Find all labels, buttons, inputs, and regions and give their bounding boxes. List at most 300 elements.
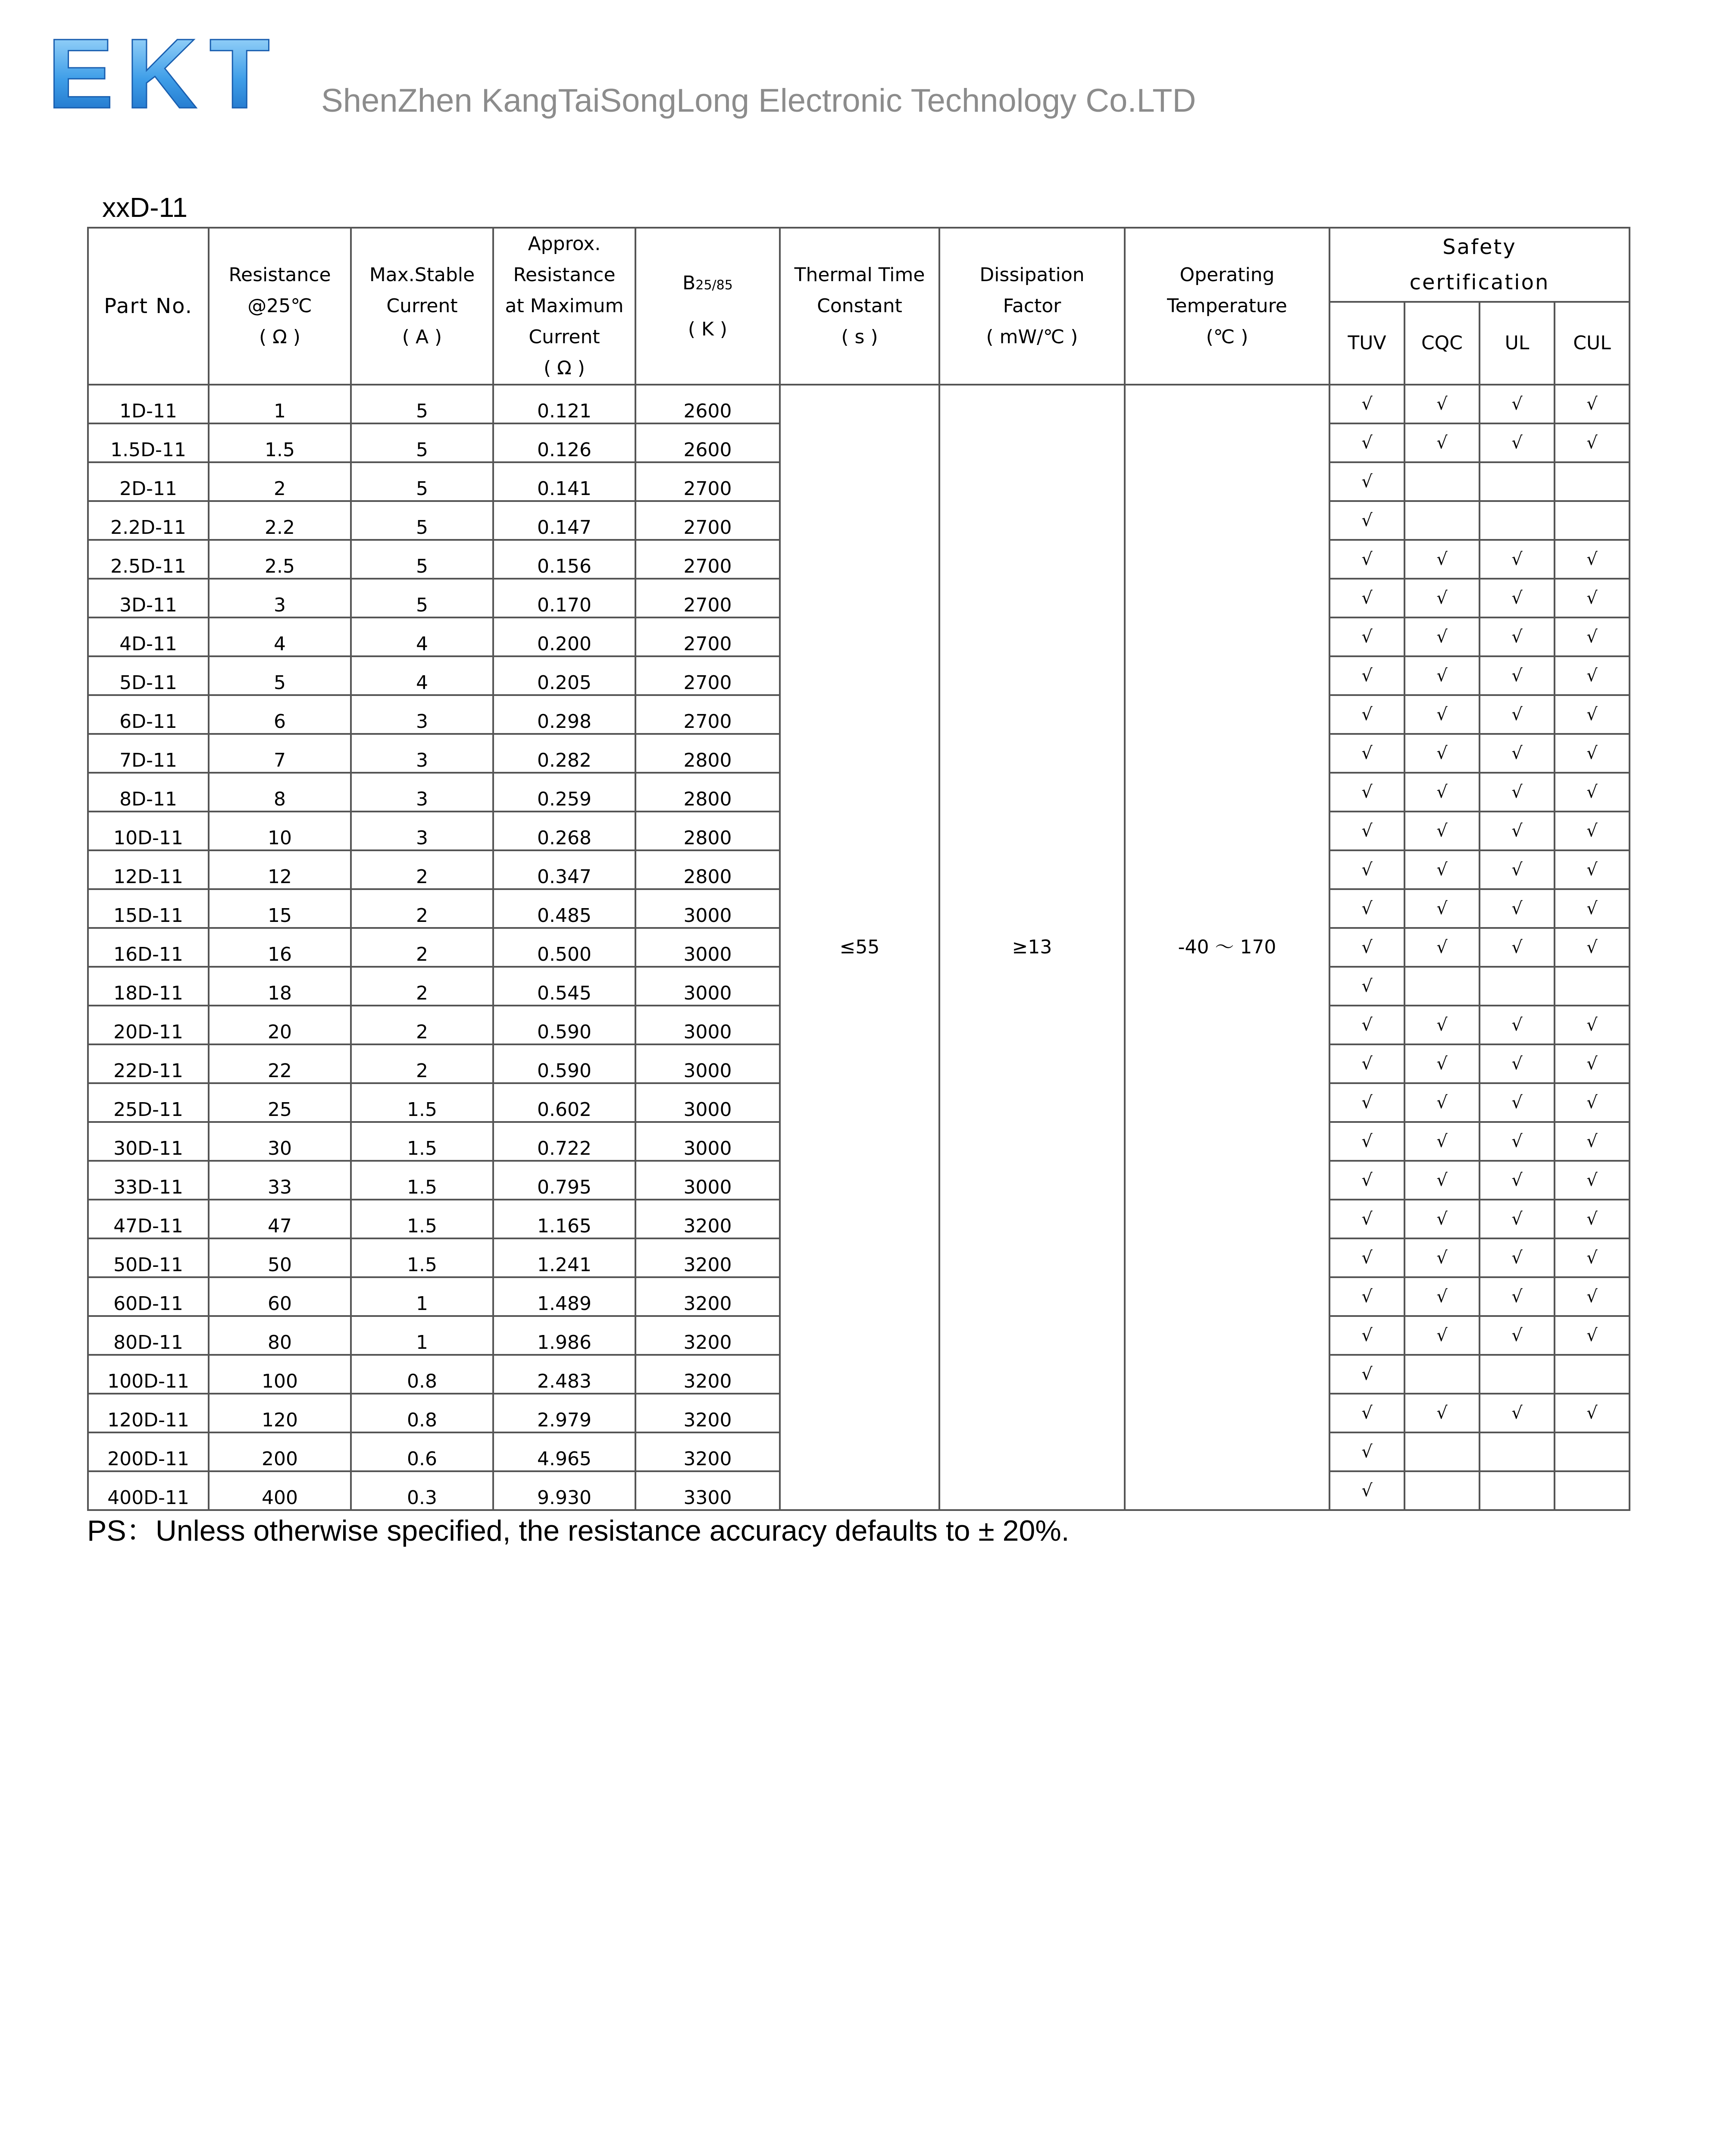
- cert-tuv-cell: [1329, 1432, 1404, 1471]
- b-value-cell: 3200: [635, 1200, 780, 1238]
- check-mark: √: [1436, 899, 1448, 918]
- check-mark: √: [1436, 1287, 1448, 1307]
- header-cert-ul: UL: [1480, 302, 1555, 385]
- check-mark: √: [1436, 433, 1448, 453]
- approx-resistance-cell: 0.121: [493, 385, 635, 423]
- resistance-cell: 25: [209, 1083, 351, 1122]
- cert-ul-cell: [1480, 1432, 1555, 1471]
- part-no-cell: 50D-11: [88, 1238, 209, 1277]
- header-line: Temperature: [1167, 295, 1287, 317]
- cert-cul-cell: [1555, 579, 1630, 617]
- check-mark: √: [1511, 899, 1523, 918]
- cert-tuv-cell: [1329, 423, 1404, 462]
- check-mark: √: [1511, 1248, 1523, 1268]
- cert-cul-cell: [1555, 1044, 1630, 1083]
- check-mark: √: [1436, 705, 1448, 724]
- cert-tuv-cell: [1329, 1316, 1404, 1355]
- specification-table: [87, 227, 1630, 1511]
- cert-cqc-cell: [1404, 462, 1480, 501]
- cert-tuv-cell: [1329, 1355, 1404, 1394]
- cert-ul-cell: [1480, 423, 1555, 462]
- b-value-cell: 2800: [635, 734, 780, 773]
- max-current-cell: 1.5: [351, 1122, 493, 1161]
- part-no-cell: 200D-11: [88, 1432, 209, 1471]
- part-no-cell: 60D-11: [88, 1277, 209, 1316]
- cert-ul-cell: [1480, 1394, 1555, 1432]
- b-main: B: [682, 272, 696, 294]
- cert-cul-cell: [1555, 773, 1630, 812]
- check-mark: √: [1436, 1093, 1448, 1112]
- approx-resistance-cell: 0.205: [493, 656, 635, 695]
- cert-ul-cell: [1480, 967, 1555, 1006]
- approx-resistance-cell: 0.170: [493, 579, 635, 617]
- cert-cqc-cell: [1404, 1238, 1480, 1277]
- cert-cul-cell: [1555, 734, 1630, 773]
- check-mark: √: [1361, 1442, 1373, 1462]
- b-value-cell: 3000: [635, 967, 780, 1006]
- part-no-cell: 400D-11: [88, 1471, 209, 1510]
- check-mark: √: [1436, 1403, 1448, 1423]
- cert-cqc-cell: [1404, 850, 1480, 889]
- check-mark: √: [1511, 1209, 1523, 1229]
- header-line: ( Ω ): [544, 357, 585, 379]
- check-mark: √: [1511, 1015, 1523, 1035]
- max-current-cell: 5: [351, 385, 493, 423]
- check-mark: √: [1436, 1248, 1448, 1268]
- cert-ul-cell: [1480, 385, 1555, 423]
- check-mark: √: [1586, 782, 1598, 802]
- check-mark: √: [1511, 1170, 1523, 1190]
- cert-tuv-cell: [1329, 1394, 1404, 1432]
- cert-tuv-cell: [1329, 501, 1404, 540]
- cert-ul-cell: [1480, 1355, 1555, 1394]
- max-current-cell: 1.5: [351, 1083, 493, 1122]
- cert-cul-cell: [1555, 385, 1630, 423]
- max-current-cell: 5: [351, 462, 493, 501]
- header-line: Thermal Time: [794, 264, 925, 286]
- cert-cul-cell: [1555, 1122, 1630, 1161]
- header-resistance: [209, 228, 351, 385]
- check-mark: √: [1361, 433, 1373, 453]
- resistance-cell: 47: [209, 1200, 351, 1238]
- check-mark: √: [1361, 511, 1373, 530]
- cert-tuv-cell: [1329, 617, 1404, 656]
- part-no-cell: 80D-11: [88, 1316, 209, 1355]
- check-mark: √: [1586, 627, 1598, 647]
- header-cert-tuv: TUV: [1329, 302, 1404, 385]
- check-mark: √: [1586, 394, 1598, 414]
- cert-cqc-cell: [1404, 1355, 1480, 1394]
- cert-ul-cell: [1480, 1044, 1555, 1083]
- part-no-cell: 20D-11: [88, 1006, 209, 1044]
- header-line: Constant: [817, 295, 902, 317]
- cert-cqc-cell: [1404, 1432, 1480, 1471]
- check-mark: √: [1436, 743, 1448, 763]
- cert-ul-cell: [1480, 1277, 1555, 1316]
- header-line: (℃ ): [1206, 326, 1248, 348]
- header-operating-temp: [1125, 228, 1329, 385]
- b-value-cell: 2800: [635, 773, 780, 812]
- approx-resistance-cell: 0.722: [493, 1122, 635, 1161]
- cert-cqc-cell: [1404, 1006, 1480, 1044]
- resistance-cell: 8: [209, 773, 351, 812]
- b-subscript: 25/85: [695, 277, 733, 293]
- check-mark: √: [1436, 937, 1448, 957]
- series-title: xxD-11: [102, 192, 188, 223]
- approx-resistance-cell: 0.347: [493, 850, 635, 889]
- check-mark: √: [1436, 1131, 1448, 1151]
- max-current-cell: 2: [351, 1006, 493, 1044]
- resistance-cell: 1.5: [209, 423, 351, 462]
- b-value-cell: 2600: [635, 423, 780, 462]
- max-current-cell: 0.8: [351, 1355, 493, 1394]
- cert-cqc-cell: [1404, 1200, 1480, 1238]
- cert-cqc-cell: [1404, 385, 1480, 423]
- cert-tuv-cell: [1329, 850, 1404, 889]
- b-value-cell: 3000: [635, 1161, 780, 1200]
- check-mark: √: [1586, 1170, 1598, 1190]
- b-value-cell: 2700: [635, 540, 780, 579]
- check-mark: √: [1511, 433, 1523, 453]
- cert-cul-cell: [1555, 1200, 1630, 1238]
- header-max-current: [351, 228, 493, 385]
- cert-cul-cell: [1555, 1316, 1630, 1355]
- check-mark: √: [1586, 1248, 1598, 1268]
- cert-tuv-cell: [1329, 734, 1404, 773]
- check-mark: √: [1361, 899, 1373, 918]
- cert-cqc-cell: [1404, 812, 1480, 850]
- cert-tuv-cell: [1329, 540, 1404, 579]
- approx-resistance-cell: 0.282: [493, 734, 635, 773]
- cert-tuv-cell: [1329, 967, 1404, 1006]
- part-no-cell: 5D-11: [88, 656, 209, 695]
- part-no-cell: 33D-11: [88, 1161, 209, 1200]
- check-mark: √: [1586, 1054, 1598, 1074]
- b-value-cell: 2700: [635, 656, 780, 695]
- max-current-cell: 2: [351, 889, 493, 928]
- approx-resistance-cell: 1.489: [493, 1277, 635, 1316]
- check-mark: √: [1361, 666, 1373, 686]
- max-current-cell: 0.8: [351, 1394, 493, 1432]
- check-mark: √: [1511, 1326, 1523, 1345]
- b-value-cell: 3000: [635, 1044, 780, 1083]
- approx-resistance-cell: 0.485: [493, 889, 635, 928]
- max-current-cell: 2: [351, 1044, 493, 1083]
- resistance-cell: 200: [209, 1432, 351, 1471]
- cert-cqc-cell: [1404, 734, 1480, 773]
- resistance-cell: 400: [209, 1471, 351, 1510]
- part-no-cell: 120D-11: [88, 1394, 209, 1432]
- table-header: [88, 228, 1630, 385]
- max-current-cell: 3: [351, 812, 493, 850]
- cert-cqc-cell: [1404, 423, 1480, 462]
- approx-resistance-cell: 0.156: [493, 540, 635, 579]
- cert-tuv-cell: [1329, 1200, 1404, 1238]
- check-mark: √: [1586, 937, 1598, 957]
- header-line: Operating: [1179, 264, 1275, 286]
- cert-cqc-cell: [1404, 967, 1480, 1006]
- part-no-cell: 2.2D-11: [88, 501, 209, 540]
- resistance-cell: 120: [209, 1394, 351, 1432]
- header-line: @25℃: [247, 295, 312, 317]
- cert-tuv-cell: [1329, 928, 1404, 967]
- resistance-cell: 5: [209, 656, 351, 695]
- b-value-cell: 3200: [635, 1277, 780, 1316]
- cert-cqc-cell: [1404, 617, 1480, 656]
- b-value-cell: 2600: [635, 385, 780, 423]
- header-line: ( K ): [688, 318, 728, 340]
- cert-cul-cell: [1555, 617, 1630, 656]
- resistance-cell: 16: [209, 928, 351, 967]
- approx-resistance-cell: 1.986: [493, 1316, 635, 1355]
- check-mark: √: [1586, 1093, 1598, 1112]
- check-mark: √: [1511, 666, 1523, 686]
- max-current-cell: 1.5: [351, 1200, 493, 1238]
- cert-cqc-cell: [1404, 656, 1480, 695]
- max-current-cell: 2: [351, 928, 493, 967]
- header-line: at Maximum: [505, 295, 624, 317]
- check-mark: √: [1361, 937, 1373, 957]
- check-mark: √: [1436, 549, 1448, 569]
- part-no-cell: 16D-11: [88, 928, 209, 967]
- check-mark: √: [1361, 782, 1373, 802]
- resistance-cell: 60: [209, 1277, 351, 1316]
- cert-cqc-cell: [1404, 1122, 1480, 1161]
- check-mark: √: [1361, 1170, 1373, 1190]
- check-mark: √: [1361, 1054, 1373, 1074]
- part-no-cell: 100D-11: [88, 1355, 209, 1394]
- b-value-cell: 2700: [635, 501, 780, 540]
- cert-tuv-cell: [1329, 462, 1404, 501]
- part-no-cell: 3D-11: [88, 579, 209, 617]
- check-mark: √: [1436, 588, 1448, 608]
- part-no-cell: 15D-11: [88, 889, 209, 928]
- cert-ul-cell: [1480, 928, 1555, 967]
- cert-cul-cell: [1555, 501, 1630, 540]
- check-mark: √: [1511, 821, 1523, 841]
- header-line: ( mW/℃ ): [986, 326, 1078, 348]
- check-mark: √: [1361, 1131, 1373, 1151]
- b-value-cell: 3000: [635, 1083, 780, 1122]
- check-mark: √: [1586, 743, 1598, 763]
- check-mark: √: [1436, 1170, 1448, 1190]
- max-current-cell: 3: [351, 695, 493, 734]
- approx-resistance-cell: 0.147: [493, 501, 635, 540]
- check-mark: √: [1361, 1403, 1373, 1423]
- b-value-cell: 3000: [635, 928, 780, 967]
- operating-temp-cell: -40 ～ 170: [1125, 385, 1329, 1510]
- cert-tuv-cell: [1329, 1161, 1404, 1200]
- check-mark: √: [1361, 860, 1373, 880]
- header-line: Current: [529, 326, 600, 348]
- resistance-cell: 100: [209, 1355, 351, 1394]
- check-mark: √: [1436, 627, 1448, 647]
- b-value-cell: 3200: [635, 1355, 780, 1394]
- cert-cul-cell: [1555, 1161, 1630, 1200]
- check-mark: √: [1436, 394, 1448, 414]
- resistance-cell: 2: [209, 462, 351, 501]
- header-line: Factor: [1003, 295, 1061, 317]
- resistance-cell: 2.5: [209, 540, 351, 579]
- part-no-cell: 1D-11: [88, 385, 209, 423]
- header-safety-certification: [1329, 228, 1630, 302]
- approx-resistance-cell: 0.200: [493, 617, 635, 656]
- resistance-cell: 20: [209, 1006, 351, 1044]
- cert-tuv-cell: [1329, 1006, 1404, 1044]
- cert-cul-cell: [1555, 695, 1630, 734]
- check-mark: √: [1361, 394, 1373, 414]
- max-current-cell: 3: [351, 773, 493, 812]
- header-line: Max.Stable: [369, 264, 475, 286]
- cert-tuv-cell: [1329, 1277, 1404, 1316]
- max-current-cell: 4: [351, 656, 493, 695]
- cert-ul-cell: [1480, 695, 1555, 734]
- cert-cqc-cell: [1404, 1471, 1480, 1510]
- header-line: certification: [1409, 270, 1550, 295]
- spacer: [636, 301, 779, 314]
- max-current-cell: 5: [351, 501, 493, 540]
- cert-ul-cell: [1480, 656, 1555, 695]
- max-current-cell: 1.5: [351, 1238, 493, 1277]
- header-line: Current: [386, 295, 458, 317]
- cert-tuv-cell: [1329, 1044, 1404, 1083]
- check-mark: √: [1361, 821, 1373, 841]
- b-value-cell: 3000: [635, 1006, 780, 1044]
- check-mark: √: [1361, 1364, 1373, 1384]
- check-mark: √: [1511, 549, 1523, 569]
- cert-cqc-cell: [1404, 1044, 1480, 1083]
- page-header: [0, 0, 1711, 142]
- cert-ul-cell: [1480, 501, 1555, 540]
- part-no-cell: 8D-11: [88, 773, 209, 812]
- cert-cul-cell: [1555, 1277, 1630, 1316]
- check-mark: √: [1511, 1054, 1523, 1074]
- header-cert-cul: CUL: [1555, 302, 1630, 385]
- resistance-cell: 18: [209, 967, 351, 1006]
- header-b-symbol: [636, 268, 779, 301]
- header-line: Safety: [1442, 235, 1517, 259]
- approx-resistance-cell: 0.795: [493, 1161, 635, 1200]
- b-value-cell: 3000: [635, 1122, 780, 1161]
- cert-ul-cell: [1480, 579, 1555, 617]
- check-mark: √: [1436, 860, 1448, 880]
- cert-cul-cell: [1555, 1083, 1630, 1122]
- cert-cul-cell: [1555, 1394, 1630, 1432]
- b-value-cell: 3300: [635, 1471, 780, 1510]
- b-value-cell: 2700: [635, 617, 780, 656]
- b-value-cell: 3200: [635, 1394, 780, 1432]
- max-current-cell: 5: [351, 423, 493, 462]
- resistance-cell: 50: [209, 1238, 351, 1277]
- cert-ul-cell: [1480, 1161, 1555, 1200]
- check-mark: √: [1361, 549, 1373, 569]
- check-mark: √: [1586, 860, 1598, 880]
- cert-cqc-cell: [1404, 501, 1480, 540]
- cert-ul-cell: [1480, 850, 1555, 889]
- cert-ul-cell: [1480, 1316, 1555, 1355]
- approx-resistance-cell: 0.298: [493, 695, 635, 734]
- cert-cqc-cell: [1404, 773, 1480, 812]
- check-mark: √: [1586, 1209, 1598, 1229]
- cert-cqc-cell: [1404, 1394, 1480, 1432]
- b-value-cell: 3200: [635, 1316, 780, 1355]
- approx-resistance-cell: 0.141: [493, 462, 635, 501]
- check-mark: √: [1511, 1287, 1523, 1307]
- company-name: ShenZhen KangTaiSongLong Electronic Technology Co.LTD: [321, 82, 1196, 119]
- cert-cqc-cell: [1404, 1083, 1480, 1122]
- cert-ul-cell: [1480, 1471, 1555, 1510]
- logo-text: EKT: [47, 26, 282, 129]
- cert-tuv-cell: [1329, 695, 1404, 734]
- check-mark: √: [1586, 1015, 1598, 1035]
- cert-cqc-cell: [1404, 1161, 1480, 1200]
- check-mark: √: [1586, 1326, 1598, 1345]
- max-current-cell: 1: [351, 1277, 493, 1316]
- resistance-cell: 33: [209, 1161, 351, 1200]
- approx-resistance-cell: 4.965: [493, 1432, 635, 1471]
- cert-tuv-cell: [1329, 579, 1404, 617]
- part-no-cell: 4D-11: [88, 617, 209, 656]
- header-dissipation: [939, 228, 1125, 385]
- check-mark: √: [1436, 782, 1448, 802]
- part-no-cell: 12D-11: [88, 850, 209, 889]
- check-mark: √: [1436, 666, 1448, 686]
- cert-tuv-cell: [1329, 773, 1404, 812]
- b-value-cell: 3000: [635, 889, 780, 928]
- dissipation-cell: ≥13: [939, 385, 1125, 1510]
- b-value-cell: 3200: [635, 1238, 780, 1277]
- check-mark: √: [1361, 1015, 1373, 1035]
- check-mark: √: [1361, 627, 1373, 647]
- approx-resistance-cell: 0.268: [493, 812, 635, 850]
- resistance-cell: 4: [209, 617, 351, 656]
- max-current-cell: 2: [351, 850, 493, 889]
- cert-ul-cell: [1480, 1238, 1555, 1277]
- part-no-cell: 2.5D-11: [88, 540, 209, 579]
- cert-cul-cell: [1555, 1471, 1630, 1510]
- approx-resistance-cell: 0.500: [493, 928, 635, 967]
- header-cert-cqc: CQC: [1404, 302, 1480, 385]
- approx-resistance-cell: 1.241: [493, 1238, 635, 1277]
- check-mark: √: [1361, 1481, 1373, 1501]
- header-approx-resistance: [493, 228, 635, 385]
- cert-tuv-cell: [1329, 812, 1404, 850]
- max-current-cell: 0.3: [351, 1471, 493, 1510]
- cert-cqc-cell: [1404, 540, 1480, 579]
- max-current-cell: 4: [351, 617, 493, 656]
- cert-ul-cell: [1480, 1006, 1555, 1044]
- check-mark: √: [1586, 433, 1598, 453]
- max-current-cell: 2: [351, 967, 493, 1006]
- cert-cul-cell: [1555, 462, 1630, 501]
- b-value-cell: 2700: [635, 462, 780, 501]
- approx-resistance-cell: 0.126: [493, 423, 635, 462]
- part-no-cell: 10D-11: [88, 812, 209, 850]
- check-mark: √: [1361, 1287, 1373, 1307]
- cert-cul-cell: [1555, 540, 1630, 579]
- b-value-cell: 3200: [635, 1432, 780, 1471]
- header-line: Approx.: [528, 233, 601, 255]
- approx-resistance-cell: 0.602: [493, 1083, 635, 1122]
- part-no-cell: 18D-11: [88, 967, 209, 1006]
- check-mark: √: [1436, 1326, 1448, 1345]
- check-mark: √: [1586, 1403, 1598, 1423]
- resistance-cell: 15: [209, 889, 351, 928]
- cert-ul-cell: [1480, 812, 1555, 850]
- check-mark: √: [1586, 821, 1598, 841]
- check-mark: √: [1586, 666, 1598, 686]
- ekt-logo: [43, 26, 285, 129]
